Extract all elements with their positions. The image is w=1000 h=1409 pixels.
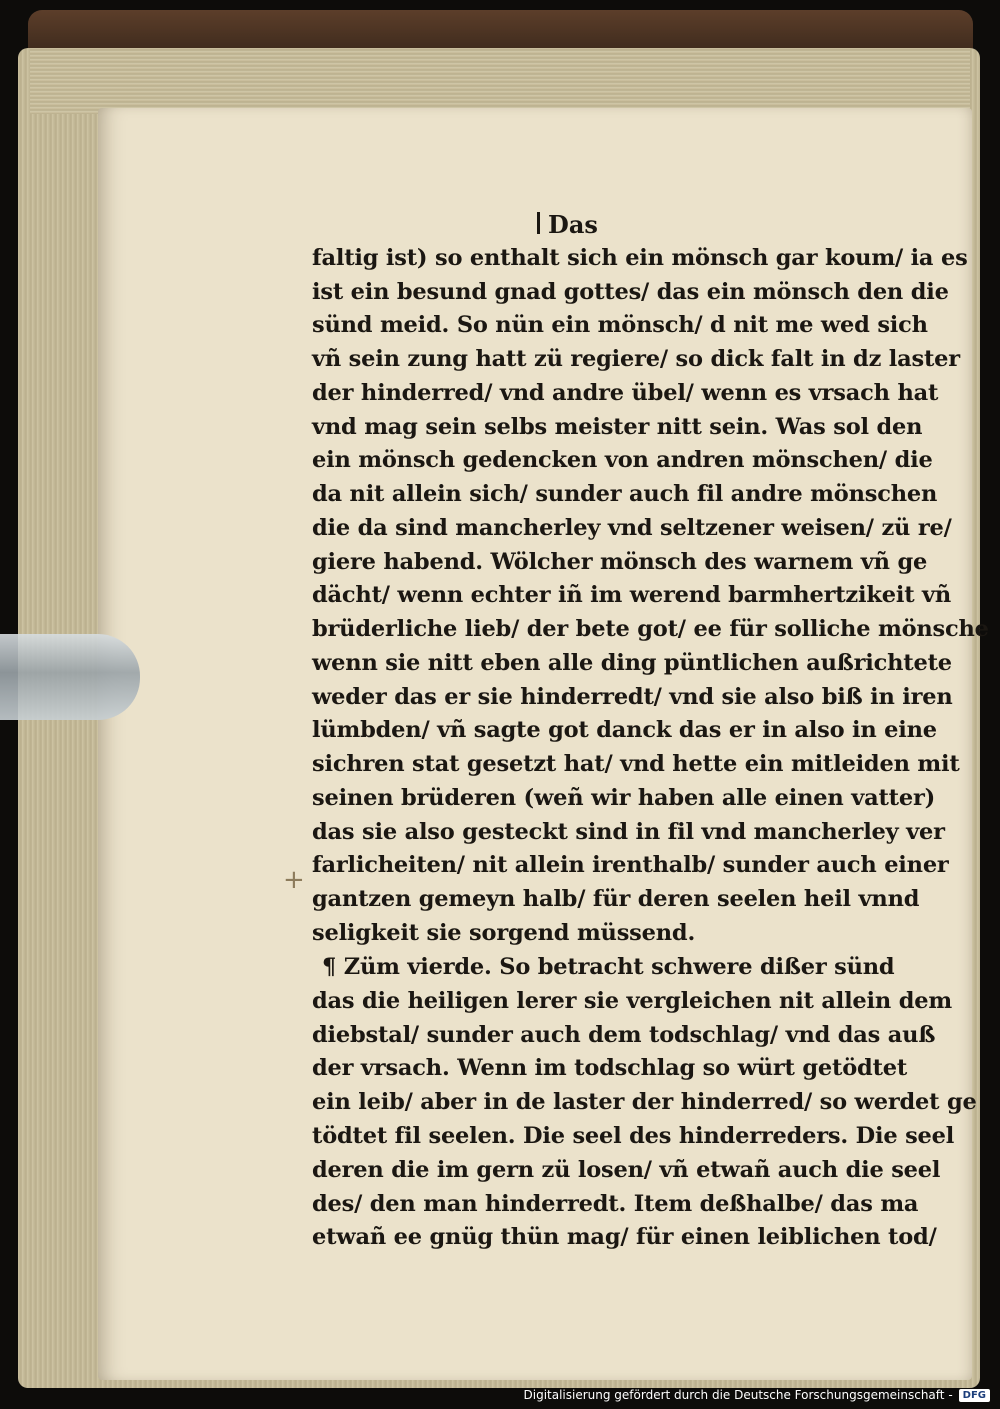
text-line: der vrsach. Wenn im todschlag so würt getödtet: [312, 1055, 908, 1081]
text-line: dächt/ wenn echter iñ im werend barmhertzikeit vñ: [312, 582, 952, 608]
footer: [524, 1386, 991, 1404]
text-line: die da sind mancherley vnd seltzener weisen/ zü re/: [312, 515, 952, 541]
text-line: brüderliche lieb/ der bete got/ ee für solliche mönsche: [312, 616, 989, 642]
page-header: Das: [548, 210, 598, 239]
book-top-edges: [30, 48, 970, 114]
text-line: ein leib/ aber in de laster der hinderred/ so werdet ge: [312, 1089, 977, 1115]
dfg-logo: DFG: [959, 1389, 990, 1402]
margin-mark: +: [283, 865, 305, 895]
text-line: sichren stat gesetzt hat/ vnd hette ein mitleiden mit: [312, 751, 960, 777]
text-line: das sie also gesteckt sind in fil vnd mancherley ver: [312, 819, 945, 845]
text-line: giere habend. Wölcher mönsch des warnem vñ ge: [312, 549, 928, 575]
text-line: faltig ist) so enthalt sich ein mönsch gar koum/ ia es: [312, 245, 968, 271]
text-line: ¶ Züm vierde. So betracht schwere dißer sünd: [322, 954, 895, 980]
text-line: des/ den man hinderredt. Item deßhalbe/ das ma: [312, 1191, 919, 1217]
text-line: ist ein besund gnad gottes/ das ein mönsch den die: [312, 279, 949, 305]
text-line: sünd meid. So nün ein mönsch/ d nit me wed sich: [312, 312, 928, 338]
header-mark: [537, 212, 540, 234]
text-line: da nit allein sich/ sunder auch fil andre mönschen: [312, 481, 938, 507]
text-line: lümbden/ vñ sagte got danck das er in also in eine: [312, 717, 937, 743]
text-line: vnd mag sein selbs meister nitt sein. Was sol den: [312, 414, 923, 440]
text-line: gantzen gemeyn halb/ für deren seelen heil vnnd: [312, 886, 920, 912]
text-line: diebstal/ sunder auch dem todschlag/ vnd das auß: [312, 1022, 936, 1048]
text-line: ein mönsch gedencken von andren mönschen/ die: [312, 447, 933, 473]
text-line: weder das er sie hinderredt/ vnd sie also biß in iren: [312, 684, 953, 710]
text-line: das die heiligen lerer sie vergleichen nit allein dem: [312, 988, 952, 1014]
text-line: der hinderred/ vnd andre übel/ wenn es vrsach hat: [312, 380, 939, 406]
text-line: vñ sein zung hatt zü regiere/ so dick falt in dz laster: [312, 346, 960, 372]
text-line: wenn sie nitt eben alle ding püntlichen außrichtete: [312, 650, 952, 676]
text-line: seinen brüderen (weñ wir haben alle einen vatter): [312, 785, 936, 811]
text-line: etwañ ee gnüg thün mag/ für einen leiblichen tod/: [312, 1224, 937, 1250]
text-line: tödtet fil seelen. Die seel des hinderreders. Die seel: [312, 1123, 955, 1149]
footer-credit: Digitalisierung gefördert durch die Deutsche Forschungsgemeinschaft -: [523, 1388, 953, 1402]
book-clasp: [0, 634, 140, 720]
text-line: farlicheiten/ nit allein irenthalb/ sunder auch einer: [312, 852, 949, 878]
text-line: seligkeit sie sorgend müssend.: [312, 920, 696, 946]
text-line: deren die im gern zü losen/ vñ etwañ auch die seel: [312, 1157, 941, 1183]
